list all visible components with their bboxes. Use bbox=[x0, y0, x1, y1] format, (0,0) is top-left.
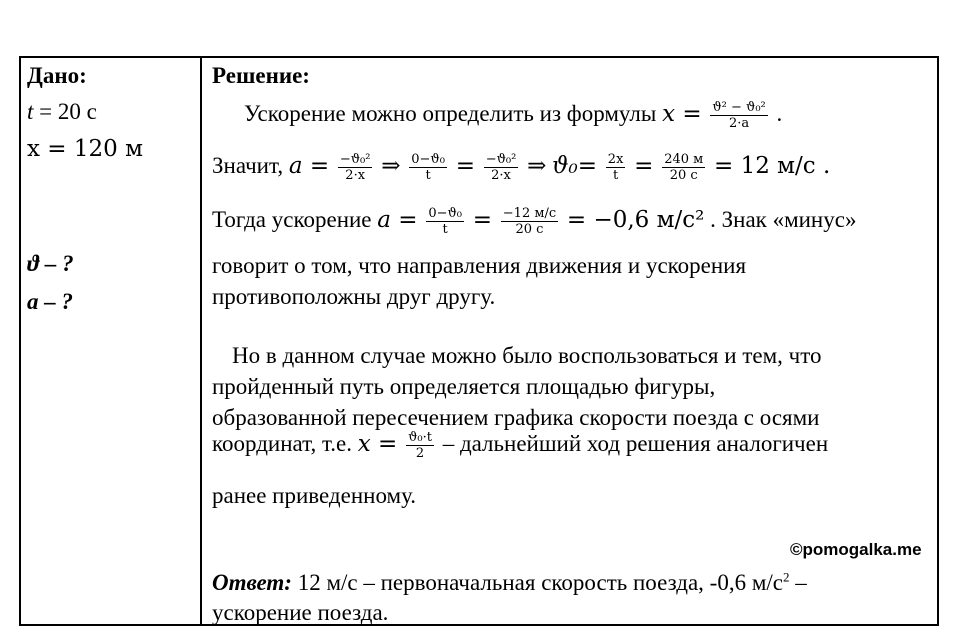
fraction-d-numerator: 2x bbox=[607, 152, 624, 168]
implies-arrow-2: ⇒ bbox=[527, 153, 547, 179]
then-text: Тогда ускорение bbox=[212, 207, 372, 232]
fraction-g bbox=[501, 206, 558, 237]
formula-line-3 bbox=[212, 206, 856, 237]
fraction-area-denominator: 2 bbox=[415, 446, 425, 462]
intro-text: Ускорение можно определить из формулы bbox=[244, 101, 657, 126]
equals-sign-2: = bbox=[634, 153, 654, 179]
given-time bbox=[27, 98, 97, 126]
fraction-c-numerator: −ϑ₀² bbox=[485, 152, 517, 168]
given-heading: Дано: bbox=[27, 63, 87, 88]
fraction-c bbox=[484, 152, 519, 183]
fraction-g-denominator: 20 с bbox=[515, 222, 544, 238]
equals-sign: = bbox=[455, 153, 475, 179]
para2-line-2: пройденный путь определяется площадью фигуры, bbox=[212, 374, 716, 399]
given-distance: x = 120 м bbox=[27, 136, 143, 162]
answer-line-2: ускорение поезда. bbox=[212, 600, 389, 625]
column-divider bbox=[200, 56, 202, 626]
sign-text: . Знак «минус» bbox=[710, 207, 857, 232]
velocity-result: = 12 м/с . bbox=[714, 153, 831, 179]
formula-line-2 bbox=[212, 152, 830, 183]
fraction-b bbox=[409, 152, 447, 183]
para2-line-3: образованной пересечением графика скорости поезда с осями bbox=[212, 405, 820, 430]
text-line-4: говорит о том, что направления движения и ускорения bbox=[212, 253, 747, 278]
answer-text: 12 м/с – первоначальная скорость поезда, -0,6 м/с bbox=[291, 570, 783, 595]
formula-line-1 bbox=[244, 100, 782, 131]
fraction-b-denominator: t bbox=[425, 168, 431, 184]
fraction-f bbox=[426, 206, 464, 237]
answer-superscript: 2 bbox=[782, 569, 790, 585]
formula-kinematic-denominator: 2·a bbox=[729, 116, 750, 132]
fraction-area-numerator: ϑ₀·t bbox=[408, 430, 432, 446]
para2-line-1: Но в данном случае можно было воспользоваться и тем, что bbox=[232, 343, 822, 368]
fraction-area bbox=[406, 430, 434, 461]
answer-line bbox=[212, 569, 807, 597]
fraction-c-denominator: 2·x bbox=[491, 168, 511, 184]
find-acceleration: a – ? bbox=[27, 289, 73, 314]
solution-heading: Решение: bbox=[212, 63, 310, 88]
fraction-d-denominator: t bbox=[612, 168, 619, 184]
answer-label: Ответ: bbox=[212, 570, 292, 595]
period: . bbox=[776, 101, 783, 126]
implies-arrow: ⇒ bbox=[381, 153, 401, 179]
fraction-f-denominator: t bbox=[442, 222, 448, 238]
text-line-5: противоположны друг другу. bbox=[212, 284, 496, 309]
para2-line-5: ранее приведенному. bbox=[212, 483, 417, 508]
fraction-b-numerator: 0−ϑ₀ bbox=[411, 152, 445, 168]
formula-kinematic-numerator: ϑ² − ϑ₀² bbox=[712, 100, 766, 116]
find-velocity: ϑ – ? bbox=[27, 251, 74, 276]
fraction-a-denominator: 2·x bbox=[345, 168, 366, 184]
fraction-e-numerator: 240 м bbox=[664, 152, 704, 168]
time-value: = 20 с bbox=[33, 99, 97, 124]
a-symbol-2: a = bbox=[377, 207, 418, 233]
fraction-a-numerator: −ϑ₀² bbox=[339, 152, 371, 168]
x-symbol-2: x = bbox=[357, 431, 398, 457]
acceleration-result: = −0,6 м/с² bbox=[566, 207, 705, 233]
watermark: ©pomogalka.me bbox=[790, 540, 922, 559]
hence-text: Значит, bbox=[212, 153, 284, 178]
fraction-e-denominator: 20 с bbox=[669, 168, 698, 184]
a-symbol: a = bbox=[288, 153, 330, 179]
answer-tail: – bbox=[789, 570, 807, 595]
para2-line-4 bbox=[212, 430, 828, 461]
fraction-g-numerator: −12 м/с bbox=[502, 206, 557, 222]
formula-kinematic bbox=[710, 100, 767, 131]
time-variable: t bbox=[27, 99, 34, 124]
fraction-e bbox=[662, 152, 705, 183]
x-symbol: x = bbox=[662, 101, 702, 127]
coords-text: координат, т.е. bbox=[212, 431, 352, 456]
v0-symbol: ϑ₀= bbox=[552, 153, 598, 179]
equals-sign-3: = bbox=[472, 207, 493, 233]
fraction-a bbox=[338, 152, 373, 183]
fraction-f-numerator: 0−ϑ₀ bbox=[428, 206, 462, 222]
further-text: – дальнейший ход решения аналогичен bbox=[442, 431, 829, 456]
fraction-d bbox=[606, 152, 626, 183]
